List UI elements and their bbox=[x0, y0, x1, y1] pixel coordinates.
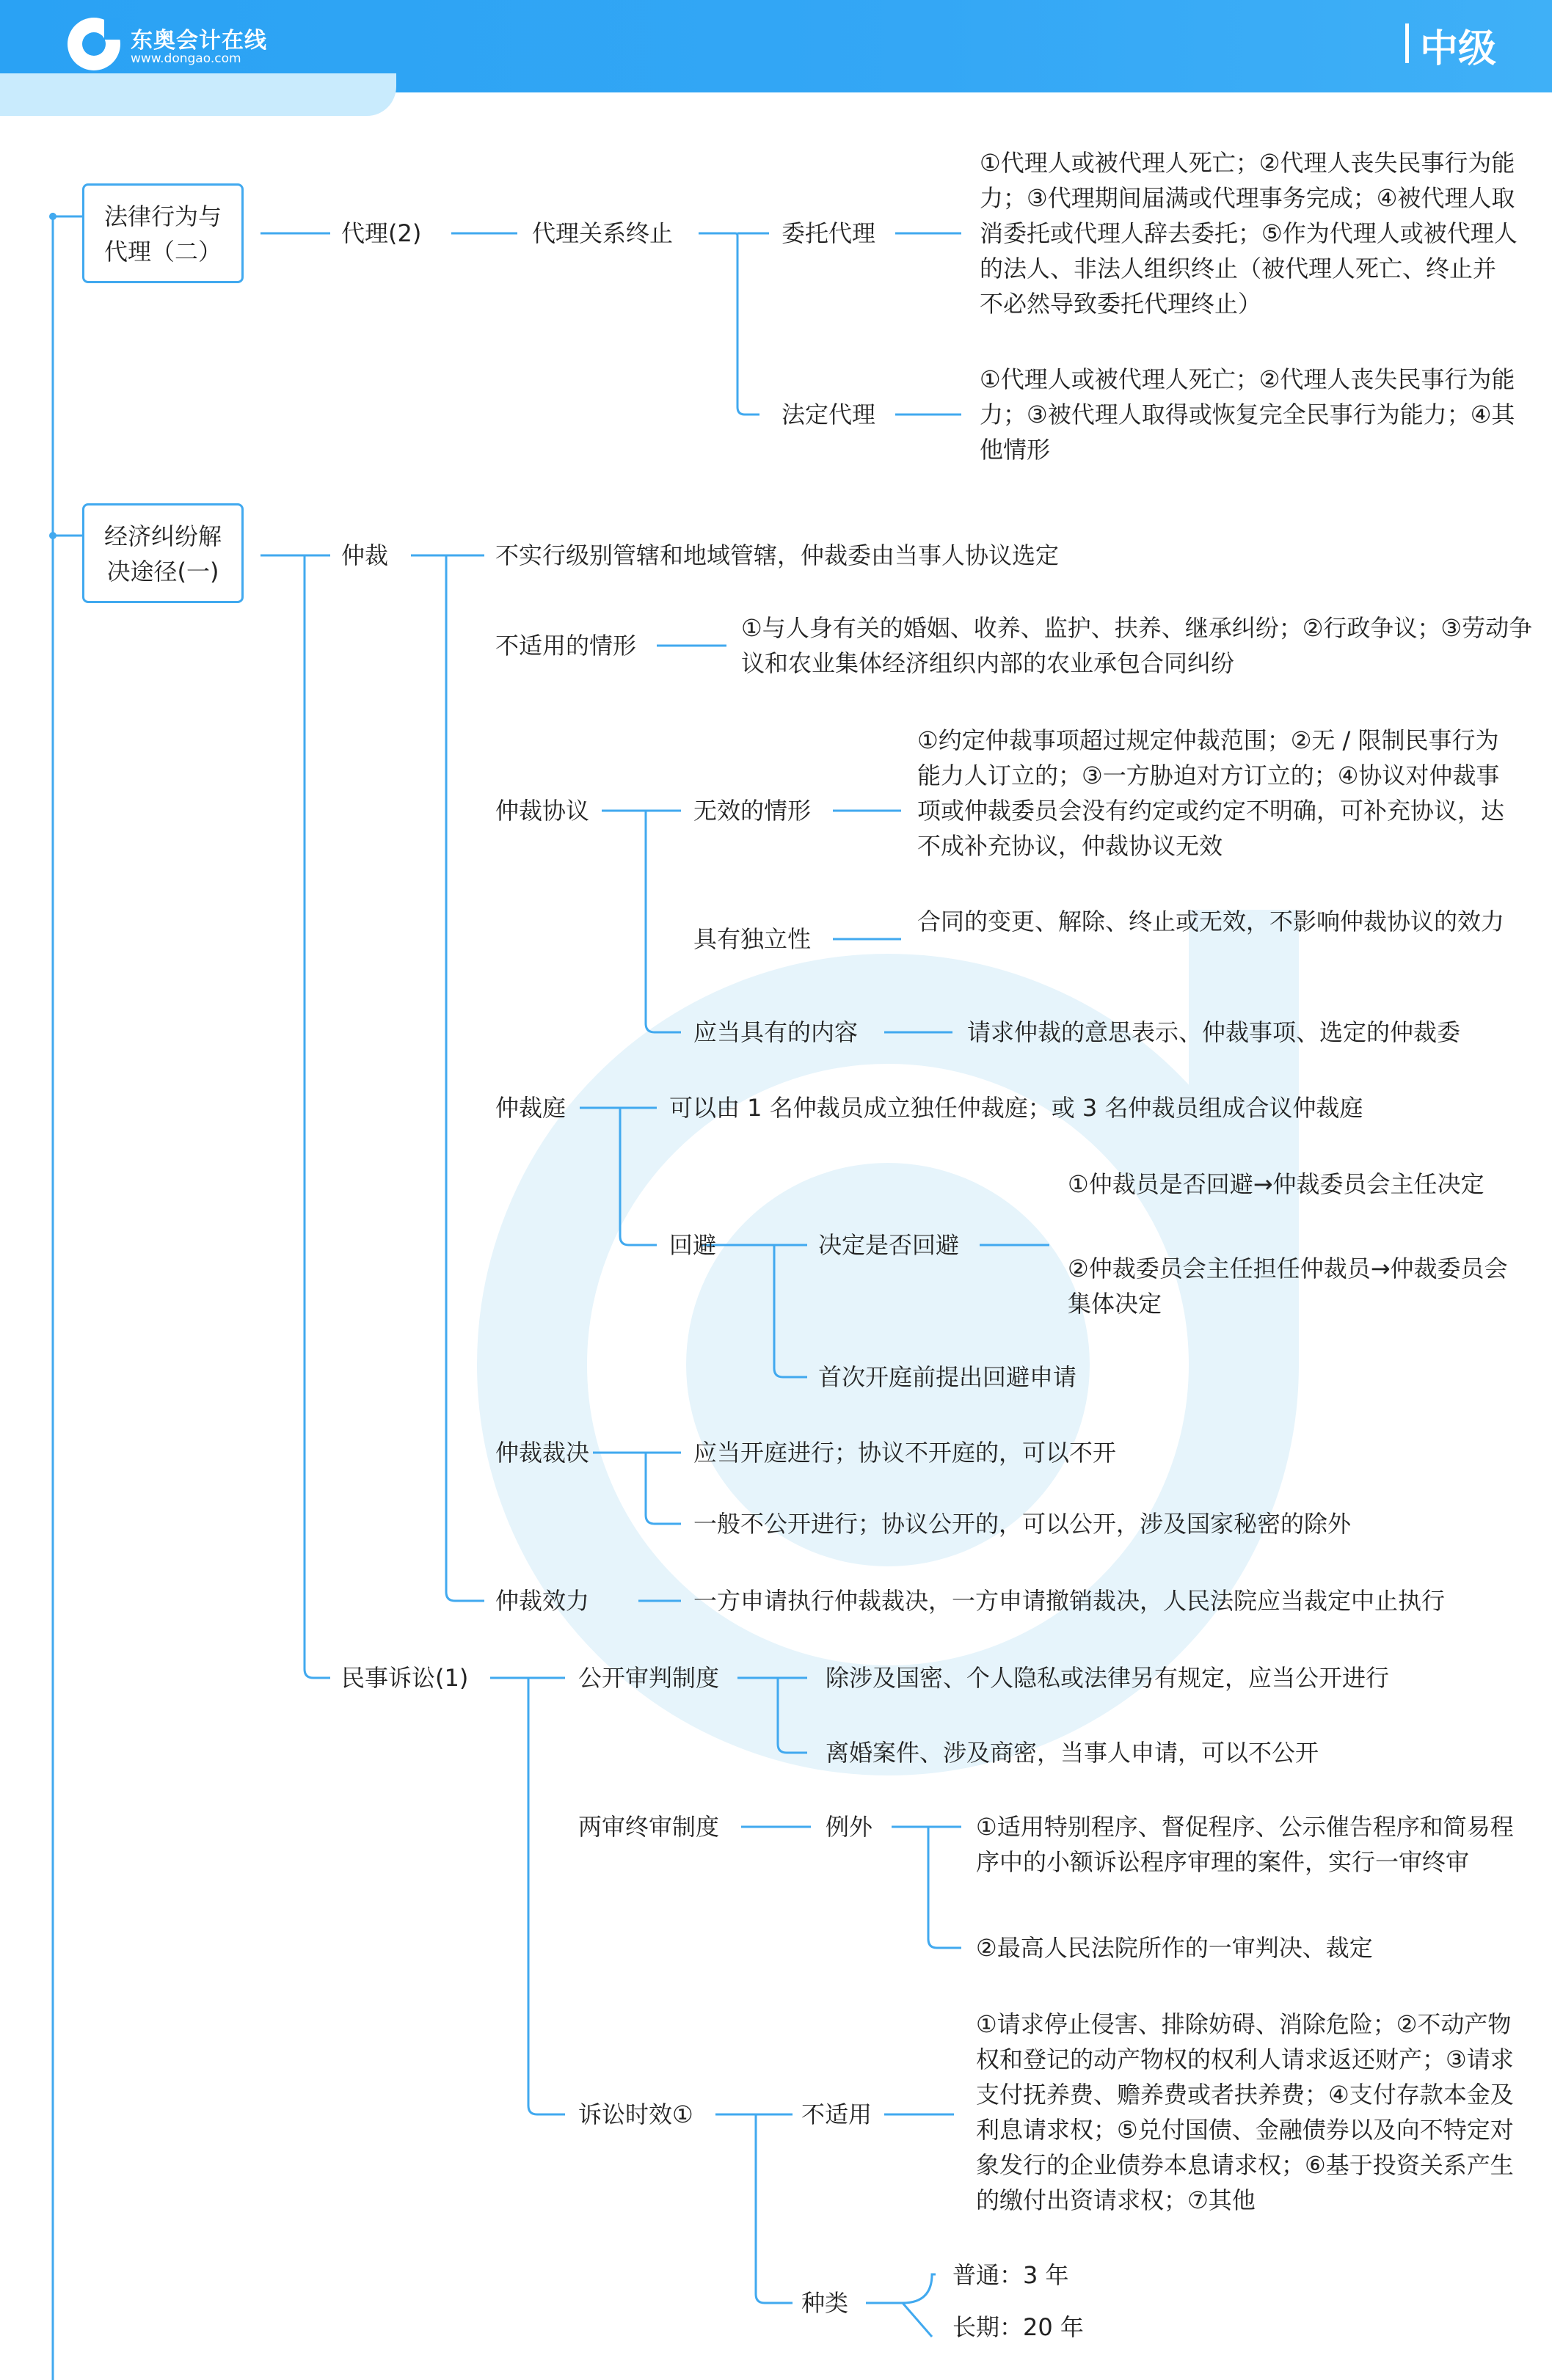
effect-text: 一方申请执行仲裁裁决，一方申请撤销裁决，人民法院应当裁定中止执行 bbox=[693, 1587, 1446, 1615]
brand-url: www.dongao.com bbox=[131, 51, 241, 66]
node-limitation: 诉讼时效① bbox=[578, 2100, 693, 2128]
section-title-line: 代理（二） bbox=[103, 238, 222, 266]
node-statutory: 法定代理 bbox=[782, 401, 876, 428]
not-applicable-text: ①与人身有关的婚姻、收养、监护、扶养、继承纠纷；②行政争议；③劳动争议和农业集体经济组织内部的农业承包合同纠纷 bbox=[741, 614, 1533, 677]
node-not-apply: 不适用 bbox=[801, 2100, 872, 2128]
content-text: 请求仲裁的意思表示、仲裁事项、选定的仲裁委 bbox=[967, 1018, 1461, 1046]
node-agency: 代理(2) bbox=[341, 219, 422, 247]
node-types: 种类 bbox=[801, 2289, 849, 2317]
recusal-1-text: ①仲裁员是否回避→仲裁委员会主任决定 bbox=[1068, 1170, 1484, 1198]
node-invalid: 无效的情形 bbox=[693, 797, 812, 825]
type-normal: 普通：3 年 bbox=[952, 2261, 1069, 2289]
section-box-dispute-resolution bbox=[82, 503, 244, 603]
brand-name: 东奥会计在线 bbox=[131, 28, 267, 54]
node-not-applicable: 不适用的情形 bbox=[495, 632, 637, 660]
recusal-2-text: ②仲裁委员会主任担任仲裁员→仲裁委员会集体决定 bbox=[1068, 1255, 1508, 1318]
exception-1-text: ①适用特别程序、督促程序、公示催告程序和简易程序中的小额诉讼程序审理的案件，实行一审终审 bbox=[976, 1813, 1514, 1876]
node-public-trial: 公开审判制度 bbox=[578, 1664, 720, 1692]
arbitration-intro: 不实行级别管辖和地域管辖，仲裁委由当事人协议选定 bbox=[495, 541, 1060, 569]
node-entrusted: 委托代理 bbox=[782, 219, 876, 247]
section-box-legal-acts bbox=[82, 183, 244, 283]
not-apply-text: ①请求停止侵害、排除妨碍、消除危险；②不动产物权和登记的动产物权的权利人请求返还财产；③请求支付抚养费、赡养费或者扶养费；④支付存款本金及利息请求权；⑤兑付国债、金融债券以及向不特定对象发行的企业债券本息请求权；⑥基于投资关系产生的缴付出资请求权；⑦其他 bbox=[976, 2010, 1514, 2214]
node-tribunal: 仲裁庭 bbox=[495, 1094, 566, 1122]
node-litigation: 民事诉讼(1) bbox=[341, 1664, 469, 1692]
type-long: 长期：20 年 bbox=[952, 2313, 1084, 2341]
node-recusal-decision: 决定是否回避 bbox=[818, 1231, 960, 1259]
node-termination: 代理关系终止 bbox=[532, 219, 674, 247]
section-title-line: 决途径(一) bbox=[106, 558, 219, 585]
recusal-timing: 首次开庭前提出回避申请 bbox=[818, 1363, 1077, 1391]
section-title-line: 法律行为与 bbox=[103, 202, 222, 230]
node-agreement: 仲裁协议 bbox=[495, 797, 590, 825]
node-two-tier: 两审终审制度 bbox=[578, 1813, 720, 1841]
node-effect: 仲裁效力 bbox=[495, 1587, 590, 1615]
public-2-text: 离婚案件、涉及商密，当事人申请，可以不公开 bbox=[826, 1739, 1319, 1767]
statutory-text: ①代理人或被代理人死亡；②代理人丧失民事行为能力；③被代理人取得或恢复完全民事行为能力；④其他情形 bbox=[980, 365, 1515, 464]
node-recusal: 回避 bbox=[669, 1231, 717, 1259]
node-exception: 例外 bbox=[826, 1813, 873, 1841]
award-2-text: 一般不公开进行；协议公开的，可以公开，涉及国家秘密的除外 bbox=[693, 1510, 1352, 1538]
invalid-text: ①约定仲裁事项超过规定仲裁范围；②无 / 限制民事行为能力人订立的；③一方胁迫对方订立的；④协议对仲裁事项或仲裁委员会没有约定或约定不明确，可补充协议，达不成补充协议，仲裁协议无效 bbox=[917, 726, 1505, 860]
exception-2-text: ②最高人民法院所作的一审判决、裁定 bbox=[976, 1934, 1373, 1962]
node-arbitration: 仲裁 bbox=[341, 541, 389, 569]
node-award: 仲裁裁决 bbox=[495, 1439, 590, 1467]
tribunal-text: 可以由 1 名仲裁员成立独任仲裁庭；或 3 名仲裁员组成合议仲裁庭 bbox=[669, 1094, 1363, 1122]
independence-text: 合同的变更、解除、终止或无效，不影响仲裁协议的效力 bbox=[917, 908, 1505, 935]
public-1-text: 除涉及国密、个人隐私或法律另有规定，应当公开进行 bbox=[826, 1664, 1390, 1692]
node-content: 应当具有的内容 bbox=[693, 1018, 859, 1046]
level-label: 中级 bbox=[1420, 27, 1497, 71]
node-independence: 具有独立性 bbox=[693, 925, 812, 953]
entrusted-text: ①代理人或被代理人死亡；②代理人丧失民事行为能力；③代理期间届满或代理事务完成；④被代理人取消委托或代理人辞去委托；⑤作为代理人或被代理人的法人、非法人组织终止（被代理人死亡、终止并不必然导致委托代理终止） bbox=[980, 149, 1518, 318]
award-1-text: 应当开庭进行；协议不开庭的，可以不开 bbox=[693, 1439, 1117, 1467]
section-title-line: 经济纠纷解 bbox=[103, 522, 222, 550]
